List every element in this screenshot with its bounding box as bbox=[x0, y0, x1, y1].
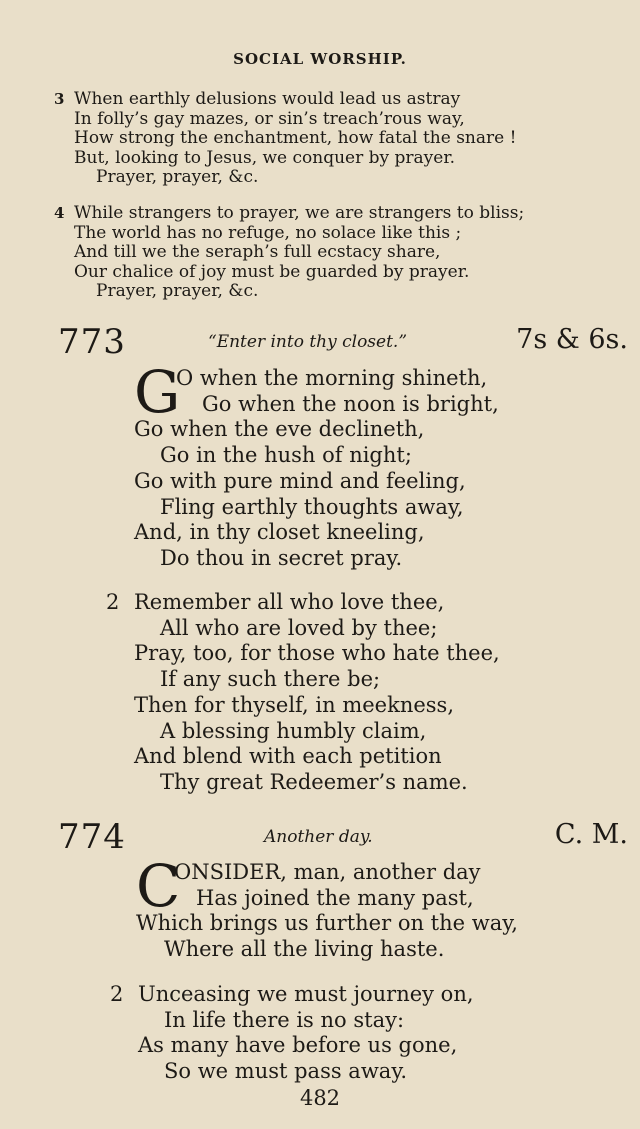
stanza-number: 4 bbox=[54, 204, 65, 222]
verse-line: In life there is no stay: bbox=[164, 1007, 405, 1032]
prev-hymn-stanza-3 bbox=[54, 89, 517, 188]
verse-line: And till we the seraph’s full ecstacy share, bbox=[74, 242, 441, 262]
prev-hymn-stanza-4 bbox=[54, 203, 525, 302]
verse-line: Do thou in secret pray. bbox=[160, 545, 403, 570]
hymn-774-stanza-1 bbox=[136, 852, 518, 963]
verse-line: Has joined the many past, bbox=[196, 885, 474, 910]
verse-line: ONSIDER, man, another day bbox=[174, 860, 481, 884]
verse-line: But, looking to Jesus, we conquer by prayer. bbox=[74, 147, 456, 168]
hymn-meter: 7s & 6s. bbox=[516, 324, 628, 355]
verse-line: As many have before us gone, bbox=[138, 1033, 458, 1058]
stanza-number: 3 bbox=[54, 90, 65, 108]
verse-line: Fling earthly thoughts away, bbox=[160, 494, 464, 519]
verse-line: While strangers to prayer, we are strangers to bliss; bbox=[74, 203, 525, 223]
verse-line: Go when the noon is bright, bbox=[202, 391, 499, 416]
verse-line: Then for thyself, in meekness, bbox=[134, 692, 455, 717]
verse-line: If any such there be; bbox=[160, 667, 381, 692]
verse-line: How strong the enchantment, how fatal the snare ! bbox=[74, 128, 517, 148]
verse-line: Our chalice of joy must be guarded by prayer. bbox=[74, 261, 470, 282]
verse-line: Thy great Redeemer’s name. bbox=[160, 769, 468, 794]
stanza-number: 2 bbox=[106, 590, 120, 614]
verse-line: Go in the hush of night; bbox=[160, 443, 412, 468]
drop-cap: C bbox=[136, 852, 181, 920]
refrain-line: Prayer, prayer, &c. bbox=[96, 281, 259, 301]
hymn-title: Another day. bbox=[264, 827, 373, 847]
verse-line: Unceasing we must journey on, bbox=[138, 982, 474, 1006]
hymn-title: “Enter into thy closet.” bbox=[208, 332, 408, 352]
verse-line: O when the morning shineth, bbox=[176, 366, 488, 390]
verse-line: The world has no refuge, no solace like this ; bbox=[74, 222, 462, 243]
drop-cap: G bbox=[134, 358, 181, 426]
hymn-number: 774 bbox=[58, 817, 126, 857]
verse-line: So we must pass away. bbox=[164, 1059, 408, 1084]
hymn-774-heading bbox=[58, 817, 628, 857]
hymn-number: 773 bbox=[58, 322, 126, 362]
hymn-773-heading bbox=[58, 322, 628, 362]
verse-line: In folly’s gay mazes, or sin’s treach’rous way, bbox=[74, 108, 465, 129]
verse-line: All who are loved by thee; bbox=[160, 615, 438, 640]
hymn-774-stanza-2 bbox=[110, 982, 474, 1085]
verse-line: Pray, too, for those who hate thee, bbox=[134, 641, 500, 666]
hymn-773-stanza-1 bbox=[134, 358, 499, 572]
refrain-line: Prayer, prayer, &c. bbox=[96, 167, 259, 187]
stanza-number: 2 bbox=[110, 982, 124, 1006]
verse-line: And blend with each petition bbox=[134, 744, 442, 769]
verse-line: Go with pure mind and feeling, bbox=[134, 468, 466, 493]
verse-line: And, in thy closet kneeling, bbox=[134, 520, 425, 545]
verse-line: Which brings us further on the way, bbox=[136, 911, 518, 936]
page-number: 482 bbox=[299, 1086, 341, 1110]
verse-line: Remember all who love thee, bbox=[134, 590, 445, 614]
verse-line: A blessing humbly claim, bbox=[160, 718, 427, 743]
verse-line: Where all the living haste. bbox=[164, 937, 445, 962]
page-header: SOCIAL WORSHIP. bbox=[233, 50, 407, 68]
hymn-773-stanza-2 bbox=[106, 590, 500, 796]
verse-line: Go when the eve declineth, bbox=[134, 417, 425, 442]
verse-line: When earthly delusions would lead us astray bbox=[74, 89, 461, 109]
hymn-meter: C. M. bbox=[554, 819, 628, 850]
